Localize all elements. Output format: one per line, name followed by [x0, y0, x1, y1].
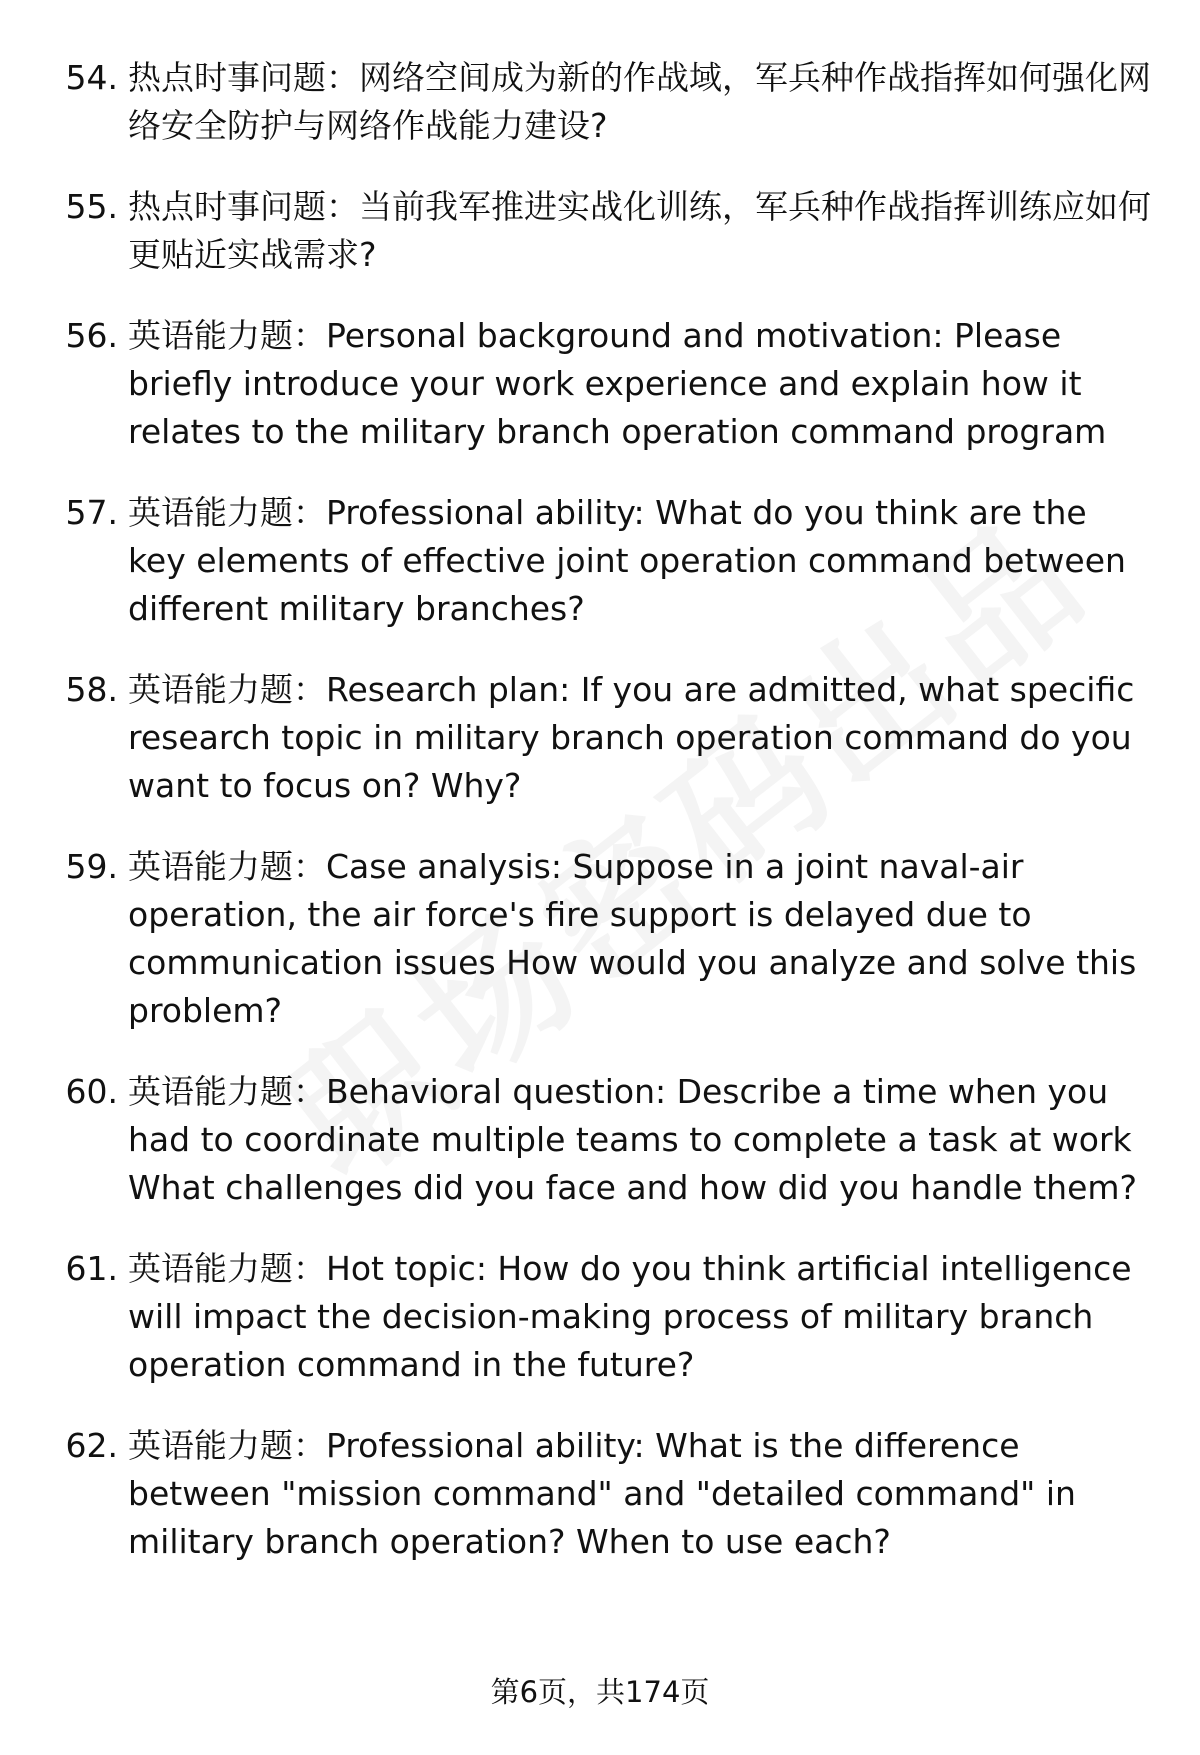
question-item-55 [0, 183, 1200, 279]
question-item-61 [0, 1245, 1200, 1389]
question-number: 59. [65, 847, 118, 886]
question-number: 54. [65, 58, 118, 97]
question-item-58 [0, 666, 1200, 810]
question-item-54 [0, 54, 1200, 150]
question-number: 61. [65, 1249, 118, 1288]
page-footer: 第6页，共174页 [490, 1675, 710, 1709]
question-category: 英语能力题： [128, 670, 326, 709]
question-item-62 [0, 1422, 1200, 1566]
question-text: 网络空间成为新的作战域，军兵种作战指挥如何强化网络安全防护与网络作战能力建设? [128, 58, 1151, 145]
question-item-60 [0, 1068, 1200, 1212]
question-text: Hot topic: How do you think artificial intelligence will impact the decision-making process of military branch operation command in the future? [128, 1249, 1132, 1384]
question-number: 57. [65, 493, 118, 532]
question-list [0, 54, 1200, 1599]
question-category: 英语能力题： [128, 1072, 326, 1111]
question-body [128, 489, 1153, 633]
question-category: 英语能力题： [128, 316, 326, 355]
question-item-57 [0, 489, 1200, 633]
question-text: Professional ability: What do you think are the key elements of effective joint operation command between different military branches? [128, 493, 1126, 628]
question-category: 英语能力题： [128, 847, 326, 886]
question-text: Research plan: If you are admitted, what specific research topic in military branch operation command do you want to focus on? Why? [128, 670, 1135, 805]
question-item-56 [0, 312, 1200, 456]
question-number: 56. [65, 316, 118, 355]
question-body [128, 1245, 1153, 1389]
question-body [128, 1068, 1153, 1212]
question-item-59 [0, 843, 1200, 1035]
question-category: 英语能力题： [128, 1249, 326, 1288]
question-category: 热点时事问题： [128, 187, 359, 226]
question-text: Professional ability: What is the difference between "mission command" and "detailed command" in military branch operation? When to use each? [128, 1426, 1076, 1561]
question-body [128, 843, 1153, 1035]
question-text: Behavioral question: Describe a time when you had to coordinate multiple teams to complete a task at work What challenges did you face and how did you handle them? [128, 1072, 1138, 1207]
question-text: Personal background and motivation: Please briefly introduce your work experience and explain how it relates to the military branch operation command program [128, 316, 1107, 451]
question-text: Case analysis: Suppose in a joint naval-air operation, the air force's fire support is delayed due to communication issues How would you analyze and solve this problem? [128, 847, 1137, 1030]
question-body [128, 666, 1153, 810]
question-text: 当前我军推进实战化训练，军兵种作战指挥训练应如何更贴近实战需求? [128, 187, 1151, 274]
question-body [128, 1422, 1153, 1566]
question-body [128, 312, 1153, 456]
question-category: 英语能力题： [128, 1426, 326, 1465]
question-category: 热点时事问题： [128, 58, 359, 97]
question-number: 62. [65, 1426, 118, 1465]
question-number: 58. [65, 670, 118, 709]
question-category: 英语能力题： [128, 493, 326, 532]
question-number: 55. [65, 187, 118, 226]
question-body [128, 54, 1153, 150]
question-number: 60. [65, 1072, 118, 1111]
question-body [128, 183, 1153, 279]
